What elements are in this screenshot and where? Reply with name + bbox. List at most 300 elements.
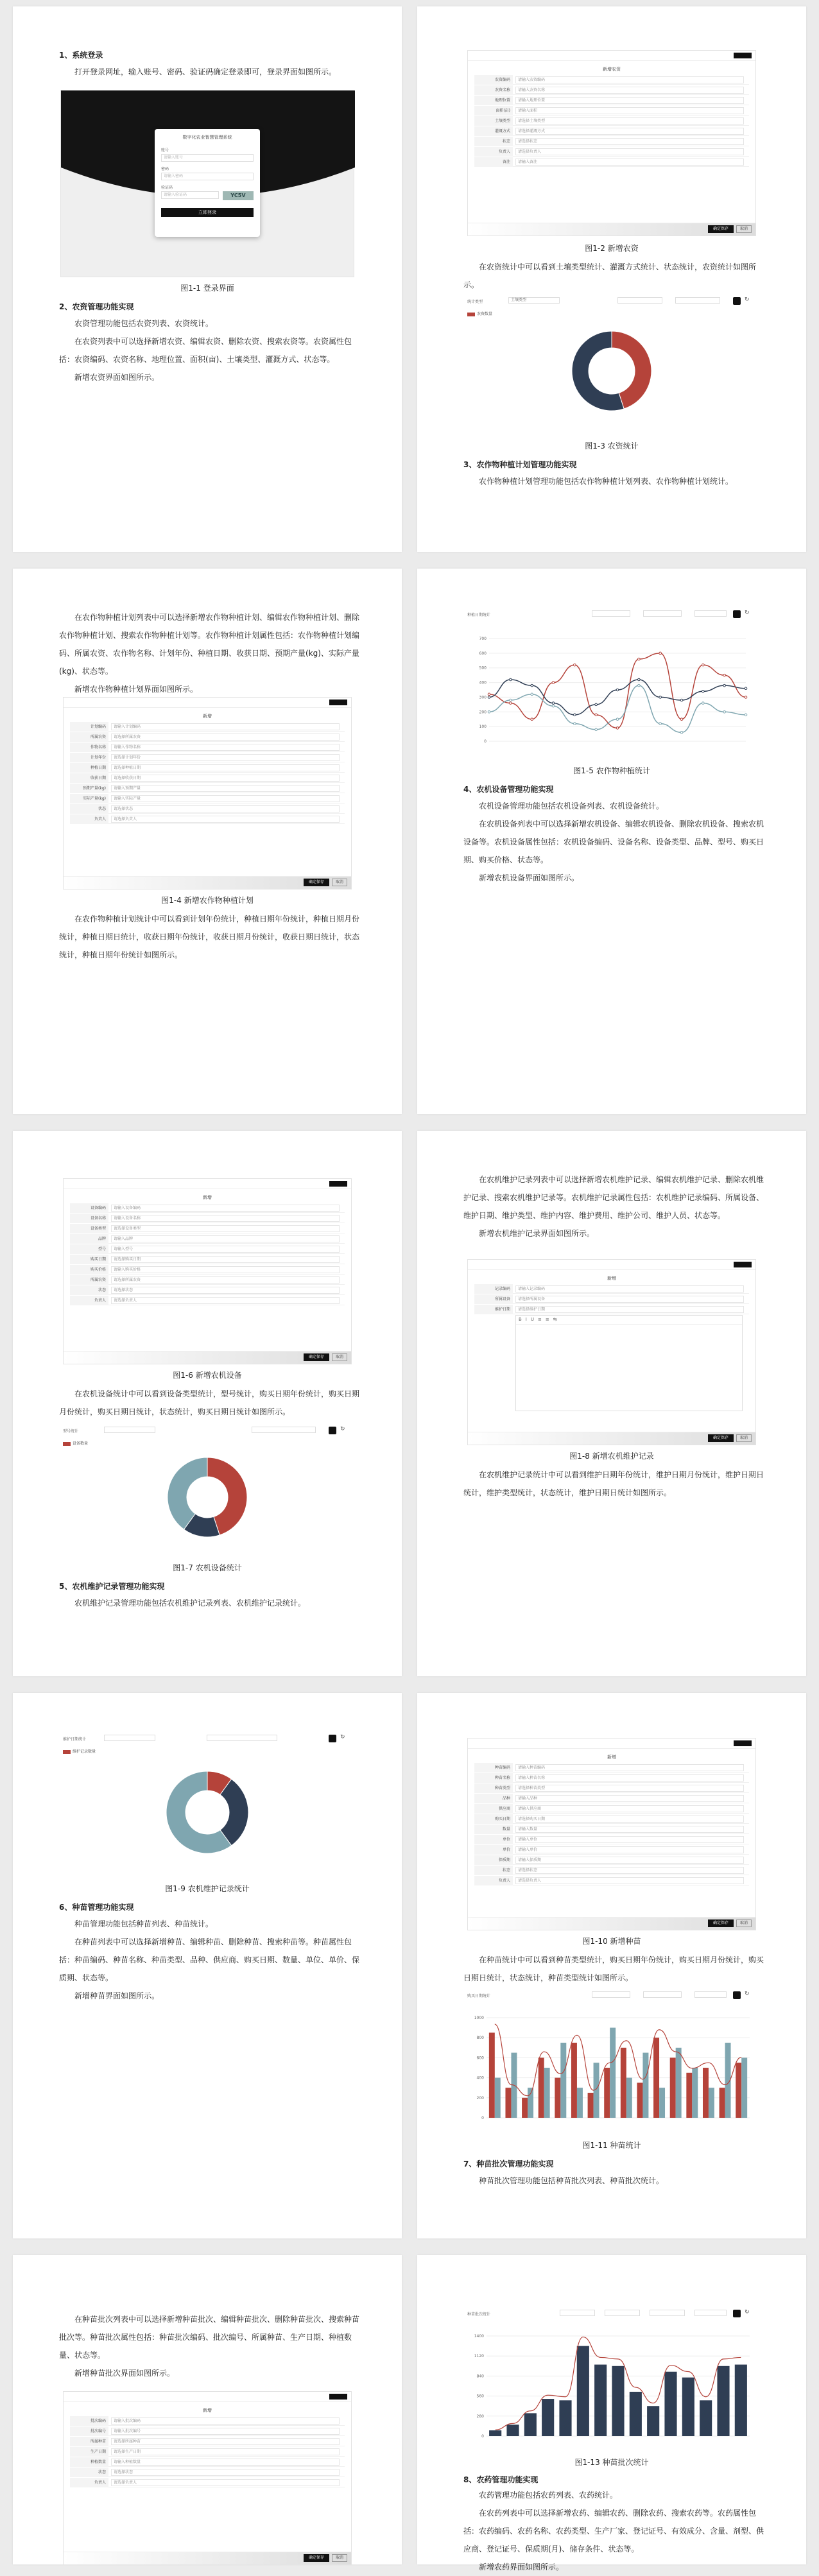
data-point [702, 702, 705, 705]
add-batch-form-screenshot [63, 2391, 352, 2564]
field-input[interactable]: 请输入实际产量 [111, 795, 340, 802]
paragraph: 在农机维护记录统计中可以看到维护日期年份统计，维护日期月份统计，维护日期日统计，维护类型统计，状态统计，维护日期日统计如图所示。 [463, 1470, 764, 1497]
field-input[interactable]: 请选择状态 [111, 1287, 340, 1294]
field-input[interactable]: 请选择土壤类型 [515, 117, 744, 125]
field-input[interactable]: 请输入数量 [515, 1826, 744, 1833]
field-input[interactable]: 请输入农资名称 [515, 87, 744, 94]
form-footer [468, 1917, 755, 1930]
data-point [680, 731, 683, 734]
field-label: 生产日期 [70, 2447, 108, 2457]
figure-caption: 图1-9 农机维护记录统计 [165, 1884, 250, 1893]
save-button[interactable]: 确定保存 [708, 1919, 734, 1927]
filter-bar [463, 607, 760, 621]
bar [676, 2048, 682, 2118]
maintenance-stats-screenshot [59, 1731, 356, 1879]
bar [664, 2372, 677, 2436]
bar [626, 2078, 632, 2118]
form-title: 新增农资 [603, 67, 621, 72]
data-point [745, 687, 747, 690]
paragraph: 打开登录网址，输入账号、密码、验证码确定登录即可，登录界面如图所示。 [74, 67, 337, 76]
y-tick-label: 1000 [474, 2016, 484, 2020]
form-row [70, 1234, 345, 1244]
field-input[interactable]: 请输入种苗编码 [515, 1764, 744, 1771]
paragraph: 在农资列表中可以选择新增农资、编辑农资、删除农资、搜索农资等。农资属性包括：农资编码、农资名称、地理位置、面积(亩)、土壤类型、灌溉方式、状态等。 [59, 337, 352, 364]
bar [604, 2068, 610, 2118]
y-tick-label: 200 [479, 710, 487, 715]
filter-select[interactable] [617, 297, 662, 304]
bar [539, 2057, 544, 2118]
bar [524, 2413, 537, 2436]
form-header [468, 1260, 755, 1270]
search-button[interactable] [329, 1427, 336, 1434]
refresh-icon[interactable]: ↻ [340, 1734, 345, 1740]
form-row [474, 1825, 749, 1834]
field-input[interactable]: 请选择负责人 [515, 148, 744, 155]
login-screenshot [60, 90, 354, 277]
bar [642, 2053, 648, 2118]
legend-label: 农资数量 [477, 312, 493, 316]
filter-select[interactable] [252, 1427, 316, 1433]
field-label: 保质期 [474, 1855, 513, 1865]
form-row [70, 1285, 345, 1295]
y-tick-label: 0 [484, 739, 487, 744]
field-input[interactable]: 请输入品种 [515, 1795, 744, 1802]
cancel-button[interactable]: 取消 [332, 1353, 347, 1361]
y-tick-label: 0 [481, 2116, 484, 2120]
field-input[interactable]: 请选择种苗类型 [515, 1785, 744, 1792]
form-row [70, 753, 345, 762]
paragraph: 在农资统计中可以看到土壤类型统计、灌溉方式统计、状态统计，农资统计如图所示。 [463, 262, 757, 289]
paragraph: 新增农作物种植计划界面如图所示。 [74, 685, 198, 694]
form-row [70, 1265, 345, 1275]
document-page-8 [417, 1693, 806, 2238]
field-input[interactable]: 请选择维护日期 [515, 1306, 744, 1313]
close-button[interactable] [734, 1262, 752, 1267]
bar [612, 2366, 624, 2436]
form-row [474, 1835, 749, 1844]
filter-select[interactable] [643, 610, 682, 617]
document-page-4 [417, 569, 806, 1114]
paragraph: 农药管理功能包括农药列表、农药统计。 [479, 2491, 618, 2500]
form-row [474, 85, 749, 95]
captcha-image[interactable]: YC5V [223, 191, 254, 200]
save-button[interactable]: 确定保存 [708, 225, 734, 233]
paragraph: 新增种苗批次界面如图所示。 [74, 2369, 175, 2378]
document-page-7 [13, 1693, 402, 2238]
form-header [468, 1739, 755, 1749]
add-device-form-screenshot [63, 1178, 352, 1364]
data-point [616, 689, 619, 691]
filter-select[interactable] [650, 2310, 685, 2316]
field-input[interactable]: 请选择所属农资 [111, 1276, 340, 1284]
cancel-button[interactable]: 取消 [736, 225, 752, 233]
bar [709, 2088, 714, 2118]
paragraph: 新增农资界面如图所示。 [74, 373, 160, 382]
filter-select[interactable] [605, 2310, 640, 2316]
bar [522, 2098, 528, 2118]
field-label: 负责人 [70, 2478, 108, 2487]
filter-select[interactable] [675, 297, 720, 304]
form-row [474, 126, 749, 136]
bar [489, 2430, 501, 2436]
save-button[interactable]: 确定保存 [304, 1353, 329, 1361]
form-row [474, 1794, 749, 1803]
field-input[interactable]: 请选择状态 [111, 2469, 340, 2476]
paragraph: 在种苗列表中可以选择新增种苗、编辑种苗、删除种苗、搜索种苗等。种苗属性包括：种苗编码、种苗名称、种苗类型、品种、供应商、购买日期、数量、单位、单价、保质期、状态等。 [59, 1937, 360, 1982]
form-row [70, 784, 345, 793]
field-label: 数量 [474, 1825, 513, 1834]
bar [682, 2378, 694, 2436]
field-input[interactable]: 请选择种植日期 [111, 764, 340, 771]
paragraph: 农机设备管理功能包括农机设备列表、农机设备统计。 [479, 802, 664, 811]
data-point [488, 693, 490, 696]
login-title: 数字化农业智慧管理系统 [182, 135, 232, 140]
form-row [70, 2478, 345, 2487]
field-label: 购买价格 [70, 1265, 108, 1275]
form-row [70, 1296, 345, 1305]
field-input[interactable]: 请选择状态 [515, 1867, 744, 1874]
cancel-button[interactable]: 取消 [332, 879, 347, 886]
bar [653, 2038, 659, 2118]
field-label: 种苗名称 [474, 1773, 513, 1783]
section-heading: 7、种苗批次管理功能实现 [463, 2160, 554, 2168]
paragraph: 新增农药界面如图所示。 [479, 2563, 564, 2572]
form-footer [64, 876, 351, 889]
form-row [474, 96, 749, 105]
paragraph: 在农机维护记录列表中可以选择新增农机维护记录、编辑农机维护记录、删除农机维护记录、搜索农机维护记录等。农机维护记录属性包括：农机维护记录编码、所属设备、维护日期、维护类型、维护内容、维护费用、维护公司、维护人员、状态等。 [463, 1175, 764, 1220]
search-button[interactable] [733, 297, 741, 305]
login-button[interactable]: 立即登录 [161, 208, 254, 217]
refresh-icon[interactable]: ↻ [745, 296, 750, 303]
field-input[interactable]: 请输入备注 [515, 159, 744, 166]
search-button[interactable] [733, 610, 741, 618]
field-input[interactable]: 请选择所属农资 [111, 734, 340, 741]
captcha-label: 验证码 [161, 185, 173, 190]
legend-label: 设备数量 [73, 1441, 89, 1446]
document-page-3 [13, 569, 402, 1114]
form-row [70, 2437, 345, 2446]
paragraph: 在种苗批次列表中可以选择新增种苗批次、编辑种苗批次、删除种苗批次、搜索种苗批次等。种苗批次属性包括：种苗批次编码、批次编号、所属种苗、生产日期、种植数量、状态等。 [59, 2315, 360, 2360]
section-heading: 5、农机维护记录管理功能实现 [59, 1582, 165, 1591]
close-button[interactable] [329, 1181, 347, 1187]
paragraph-block [463, 797, 765, 887]
save-button[interactable]: 确定保存 [708, 1434, 734, 1442]
field-input[interactable]: 请输入品牌 [111, 1235, 340, 1242]
field-input[interactable]: 请输入购买价格 [111, 1266, 340, 1273]
filter-select[interactable] [104, 1735, 155, 1741]
farm-stats-screenshot [463, 294, 760, 435]
field-input[interactable]: 请输入型号 [111, 1246, 340, 1253]
search-button[interactable] [733, 2310, 741, 2317]
figure-caption: 图1-6 新增农机设备 [173, 1371, 242, 1380]
username-input[interactable]: 请输入账号 [161, 154, 254, 162]
bar [659, 2088, 665, 2118]
form-row [70, 2468, 345, 2477]
form-footer [64, 1351, 351, 1364]
form-row [474, 1294, 749, 1304]
filter-select[interactable] [694, 2310, 727, 2316]
field-input[interactable]: 请选择所属种苗 [111, 2438, 340, 2445]
plan-line-chart [463, 623, 760, 760]
bar [559, 2400, 571, 2436]
close-button[interactable] [734, 53, 752, 58]
document-page-1 [13, 6, 402, 552]
field-label: 负责人 [474, 1876, 513, 1885]
field-input[interactable]: 请选择生产日期 [111, 2448, 340, 2455]
data-point [702, 664, 705, 666]
field-input[interactable]: 请输入地理位置 [515, 97, 744, 104]
section-heading: 6、种苗管理功能实现 [59, 1903, 134, 1912]
filter-label: 型号统计 [63, 1429, 79, 1434]
y-tick-label: 0 [481, 2434, 484, 2439]
field-label: 土壤类型 [474, 116, 513, 126]
data-point [574, 664, 576, 666]
bar [555, 2078, 560, 2118]
data-point [616, 727, 619, 730]
form-row [70, 1255, 345, 1264]
data-point [552, 705, 555, 707]
field-label: 单位 [474, 1835, 513, 1844]
search-button[interactable] [329, 1735, 336, 1742]
refresh-icon[interactable]: ↻ [745, 610, 750, 616]
field-label: 记录编码 [474, 1284, 513, 1294]
form-header [468, 51, 755, 61]
add-seedling-form-screenshot [467, 1738, 756, 1930]
device-stats-screenshot [59, 1423, 356, 1558]
filter-select[interactable] [694, 1991, 727, 1998]
filter-select[interactable] [592, 610, 630, 617]
bar [741, 2057, 747, 2118]
field-input[interactable]: 请选择设备类型 [111, 1225, 340, 1232]
data-point [680, 718, 683, 721]
field-label: 购买日期 [70, 1255, 108, 1264]
field-input[interactable]: 请输入单位 [515, 1836, 744, 1843]
field-input[interactable]: 请选择计划年份 [111, 754, 340, 761]
paragraph-block [463, 2486, 765, 2576]
data-point [745, 696, 747, 699]
bar [571, 2043, 577, 2118]
bar [630, 2392, 642, 2436]
cancel-button[interactable]: 取消 [736, 1434, 752, 1442]
save-button[interactable]: 确定保存 [304, 879, 329, 886]
form-row [70, 1224, 345, 1233]
paragraph: 在种苗统计中可以看到种苗类型统计，购买日期年份统计，购买日期月份统计，购买日期日统计，状态统计，种苗类型统计如图所示。 [463, 1955, 764, 1982]
field-label: 地理位置 [474, 96, 513, 105]
username-label: 账号 [161, 148, 169, 153]
figure-caption: 图1-3 农资统计 [585, 442, 639, 451]
field-input[interactable]: 请选择负责人 [111, 2479, 340, 2486]
figure-caption: 图1-10 新增种苗 [582, 1937, 641, 1946]
field-input[interactable]: 请选择状态 [515, 138, 744, 145]
form-row [474, 1876, 749, 1885]
field-input[interactable]: 请选择购买日期 [515, 1816, 744, 1823]
field-input[interactable]: 请输入批次编码 [111, 2417, 340, 2425]
data-point [659, 696, 662, 699]
bar [528, 2088, 533, 2118]
form-row [474, 106, 749, 116]
field-input[interactable]: 请输入种植数量 [111, 2459, 340, 2466]
field-input[interactable]: 请输入种苗名称 [515, 1774, 744, 1782]
field-input[interactable]: 请选择负责人 [515, 1877, 744, 1884]
bar [495, 2078, 501, 2118]
field-input[interactable]: 请选择购买日期 [111, 1256, 340, 1263]
bar [560, 2043, 566, 2118]
form-row [474, 1773, 749, 1783]
figure-caption: 图1-1 登录界面 [180, 284, 234, 293]
y-tick-label: 200 [476, 2095, 484, 2100]
filter-select[interactable] [104, 1427, 155, 1433]
field-input[interactable]: 请选择负责人 [111, 816, 340, 823]
farm-donut-chart [463, 313, 760, 435]
filter-label: 购买日期统计 [467, 1994, 491, 1998]
field-label: 种苗编码 [474, 1763, 513, 1773]
save-button[interactable]: 确定保存 [304, 2554, 329, 2562]
bar [647, 2406, 659, 2436]
form-row [474, 1845, 749, 1855]
field-input[interactable]: 请输入作物名称 [111, 744, 340, 751]
form-row [474, 1284, 749, 1294]
data-point [638, 678, 641, 681]
filter-select[interactable] [560, 2310, 595, 2316]
figure-caption: 图1-7 农机设备统计 [173, 1563, 242, 1572]
figure-caption: 图1-2 新增农资 [585, 244, 639, 253]
field-input[interactable]: 请输入记录编码 [515, 1285, 744, 1292]
field-input[interactable]: 请选择所属设备 [515, 1296, 744, 1303]
field-input[interactable]: 请输入供应商 [515, 1805, 744, 1812]
bar [720, 2088, 725, 2118]
paragraph-block [463, 1171, 765, 1242]
field-label: 灌溉方式 [474, 126, 513, 136]
bar [735, 2365, 747, 2436]
field-label: 负责人 [70, 814, 108, 824]
series-line [489, 685, 746, 732]
filter-label: 维护日期统计 [63, 1737, 87, 1742]
data-point [680, 699, 683, 701]
form-row [70, 773, 345, 783]
filter-select[interactable] [207, 1735, 277, 1741]
seedling-stats-screenshot [463, 1988, 760, 2136]
maintenance-donut-chart [59, 1753, 356, 1878]
field-label: 品牌 [70, 1234, 108, 1244]
document-page-2 [417, 6, 806, 552]
field-label: 计划年份 [70, 753, 108, 762]
field-input[interactable]: 请输入设备名称 [111, 1215, 340, 1222]
rich-text-editor[interactable] [515, 1315, 743, 1411]
field-label: 种苗类型 [474, 1783, 513, 1793]
bar [544, 2068, 550, 2118]
close-button[interactable] [329, 2394, 347, 2400]
form-title: 新增 [607, 1276, 616, 1281]
field-input[interactable]: 请选择状态 [111, 805, 340, 812]
y-tick-label: 1120 [474, 2354, 484, 2359]
filter-select[interactable] [694, 610, 727, 617]
field-label: 设备名称 [70, 1214, 108, 1223]
data-point [552, 702, 555, 705]
password-input[interactable]: 请输入密码 [161, 173, 254, 180]
field-label: 预期产量(kg) [70, 784, 108, 793]
data-point [595, 703, 598, 706]
refresh-icon[interactable]: ↻ [745, 1991, 750, 1997]
y-tick-label: 800 [476, 2036, 484, 2041]
y-tick-label: 600 [479, 651, 487, 656]
form-row [70, 2447, 345, 2457]
captcha-input[interactable]: 请输入验证码 [161, 191, 219, 199]
filter-bar [463, 1988, 760, 2002]
form-row [70, 1244, 345, 1254]
form-header [64, 1179, 351, 1189]
data-point [531, 684, 533, 687]
field-input[interactable]: 请输入批次编号 [111, 2428, 340, 2435]
stat-type-select[interactable]: 土壤类型 [508, 297, 560, 304]
data-point [723, 710, 726, 713]
data-point [488, 696, 490, 699]
section-heading: 4、农机设备管理功能实现 [463, 785, 554, 794]
filter-select[interactable] [592, 1991, 630, 1998]
field-label: 备注 [474, 157, 513, 167]
bar [489, 2032, 495, 2118]
figure-caption: 图1-8 新增农机维护记录 [569, 1452, 654, 1461]
refresh-icon[interactable]: ↻ [745, 2309, 750, 2315]
paragraph: 农作物种植计划管理功能包括农作物种植计划列表、农作物种植计划统计。 [479, 477, 734, 486]
form-footer [468, 223, 755, 236]
field-input[interactable]: 请选择收获日期 [111, 775, 340, 782]
batch-stats-screenshot [463, 2306, 760, 2454]
field-input[interactable]: 请输入保质期 [515, 1857, 744, 1864]
cancel-button[interactable]: 取消 [332, 2554, 347, 2562]
data-point [574, 723, 576, 725]
field-label: 状态 [474, 137, 513, 146]
cancel-button[interactable]: 取消 [736, 1919, 752, 1927]
form-row [70, 804, 345, 814]
field-input[interactable]: 请输入设备编码 [111, 1205, 340, 1212]
bar [588, 2093, 594, 2118]
form-row [70, 2416, 345, 2426]
legend-label: 维护记录数量 [73, 1749, 96, 1754]
close-button[interactable] [734, 1740, 752, 1746]
document-page-5 [13, 1131, 402, 1676]
data-point [638, 658, 641, 660]
search-button[interactable] [733, 1991, 741, 1999]
add-maintenance-form-screenshot [467, 1259, 756, 1445]
filter-bar [59, 1423, 356, 1438]
data-point [552, 682, 555, 684]
bar [700, 2400, 712, 2436]
y-tick-label: 700 [479, 637, 487, 641]
filter-label: 种苗批次统计 [467, 2312, 491, 2317]
field-input[interactable]: 请选择负责人 [111, 1297, 340, 1304]
refresh-icon[interactable]: ↻ [340, 1426, 345, 1432]
form-header [64, 2392, 351, 2402]
filter-select[interactable] [643, 1991, 682, 1998]
field-input[interactable]: 请选择灌溉方式 [515, 128, 744, 135]
field-input[interactable]: 请输入农资编码 [515, 76, 744, 83]
plan-stats-screenshot [463, 607, 760, 761]
field-input[interactable]: 请输入面积 [515, 107, 744, 114]
device-donut-chart [59, 1443, 356, 1558]
batch-bar-chart [463, 2322, 760, 2453]
field-input[interactable]: 请输入单价 [515, 1846, 744, 1853]
paragraph: 农机维护记录管理功能包括农机维护记录列表、农机维护记录统计。 [74, 1599, 306, 1608]
bar [703, 2068, 709, 2118]
y-tick-label: 400 [479, 680, 487, 685]
filter-bar [463, 294, 760, 308]
close-button[interactable] [329, 700, 347, 705]
paragraph: 新增种苗界面如图所示。 [74, 1991, 160, 2000]
password-label: 密码 [161, 167, 169, 171]
form-title: 新增 [607, 1755, 616, 1760]
field-input[interactable]: 请输入计划编码 [111, 723, 340, 730]
field-input[interactable]: 请输入预期产量 [111, 785, 340, 792]
